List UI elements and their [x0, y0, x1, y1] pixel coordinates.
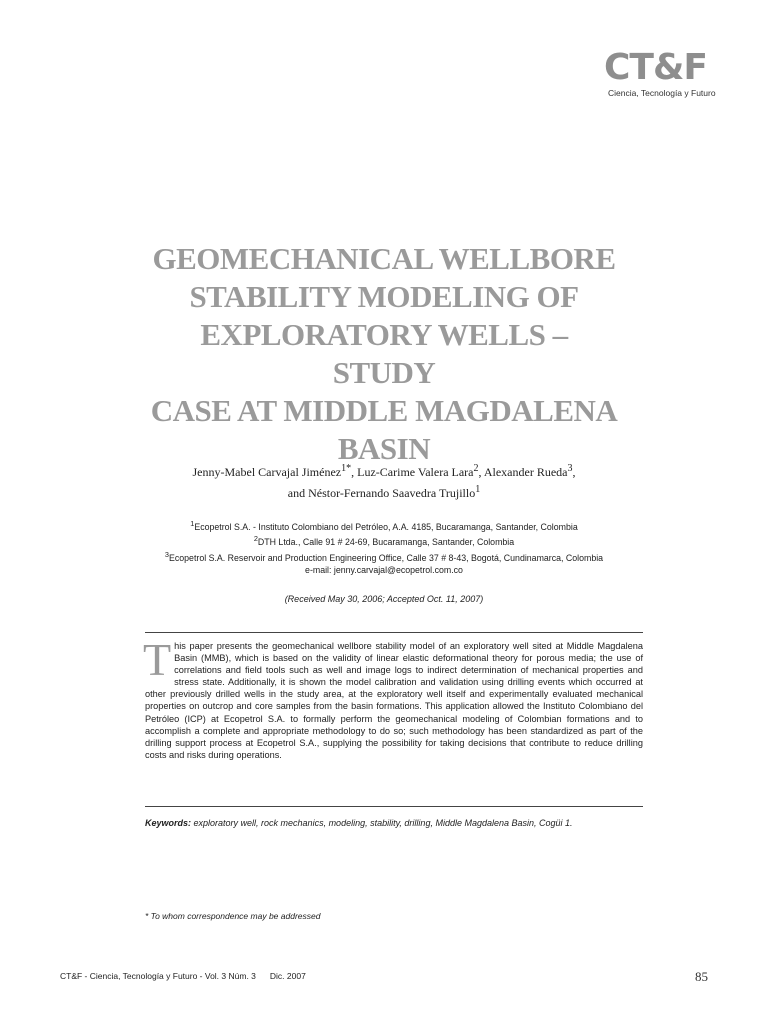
received-dates: (Received May 30, 2006; Accepted Oct. 11, 2007)	[284, 594, 484, 604]
title-line: GEOMECHANICAL WELLBORE	[152, 241, 616, 276]
title-line: EXPLORATORY WELLS – STUDY	[200, 317, 568, 390]
keywords-label: Keywords:	[145, 818, 192, 828]
keywords	[145, 818, 643, 828]
correspondence-footnote: * To whom correspondence may be addressed	[145, 911, 321, 921]
author-text: Jenny-Mabel Carvajal Jiménez	[192, 465, 342, 479]
author-sup: 3	[567, 463, 573, 474]
abstract-bottom-rule	[145, 806, 643, 807]
author-text: , Alexander Rueda	[478, 465, 568, 479]
footer-citation	[60, 971, 306, 981]
affiliation-sup: 3	[164, 549, 169, 559]
abstract-text: his paper presents the geomechanical wellbore stability model of an exploratory well sited at Middle Magdalena Basin (MMB), which is based on the validity of linear elastic deformational theory for porous media; the use of correlations and field tools such as well and image logs to indirect determination of mechanical properties and stress state. Additionally, it is shown the model calibration and validation using drilling events which occurred at other previously drilled wells in the study area, at the exploratory well itself and experimentally evaluated mechanical properties on outcrop and core samples from the basin formations. This application allowed the Instituto Colombiano del Petróleo (ICP) at Ecopetrol S.A. to formally perform the geomechanical modeling of Colombian formations and to accomplish a complete and appropriate methodology to do so; such methodology has been standardized as part of the drilling support process at Ecopetrol S.A., supplying the possibility for taking decisions that contribute to reduce drilling costs and risks during operations.	[145, 641, 643, 760]
affiliation	[120, 549, 648, 564]
author-sup: 2	[473, 463, 479, 474]
journal-logo	[604, 47, 724, 100]
title-line: BASIN	[337, 431, 431, 466]
authors	[120, 460, 648, 502]
footer-date: Dic. 2007	[269, 971, 306, 981]
author-text: ,	[572, 465, 576, 479]
page-number: 85	[695, 969, 708, 984]
affiliation-sup: 2	[253, 534, 258, 544]
affiliation-text: DTH Ltda., Calle 91 # 24-69, Bucaramanga, Santander, Colombia	[257, 537, 515, 548]
abstract-dropcap: T	[143, 634, 172, 685]
abstract	[143, 634, 643, 761]
author-text: and Néstor-Fernando Saavedra Trujillo	[287, 486, 476, 500]
author-sup: 1	[475, 484, 481, 495]
abstract-top-rule	[145, 632, 643, 633]
author-sup: 1*	[341, 463, 352, 474]
logo-mark: CT&F	[604, 47, 707, 88]
footer-journal: CT&F - Ciencia, Tecnología y Futuro - Vol. 3 Núm. 3	[60, 971, 256, 981]
affiliation-text: Ecopetrol S.A. Reservoir and Production Engineering Office, Calle 37 # 8-43, Bogotá, Cundinamarca, Colombia	[169, 552, 604, 563]
affiliation	[120, 533, 648, 548]
title-line: CASE AT MIDDLE MAGDALENA	[150, 393, 618, 428]
logo-subtitle: Ciencia, Tecnología y Futuro	[608, 88, 716, 98]
affiliation	[120, 518, 648, 533]
page-footer	[60, 969, 708, 985]
affiliation-sup: 1	[190, 519, 195, 528]
affiliations	[120, 518, 648, 577]
paper-title	[150, 240, 618, 468]
affiliation-text: Ecopetrol S.A. - Instituto Colombiano del Petróleo, A.A. 4185, Bucaramanga, Santander, Colombia	[194, 521, 578, 532]
email[interactable]: e-mail: jenny.carvajal@ecopetrol.com.co	[305, 565, 463, 576]
keywords-text: exploratory well, rock mechanics, modeling, stability, drilling, Middle Magdalena Basin, Cogüi 1.	[191, 818, 573, 828]
author-text: , Luz-Carime Valera Lara	[351, 465, 474, 479]
title-line: STABILITY MODELING OF	[189, 279, 579, 314]
